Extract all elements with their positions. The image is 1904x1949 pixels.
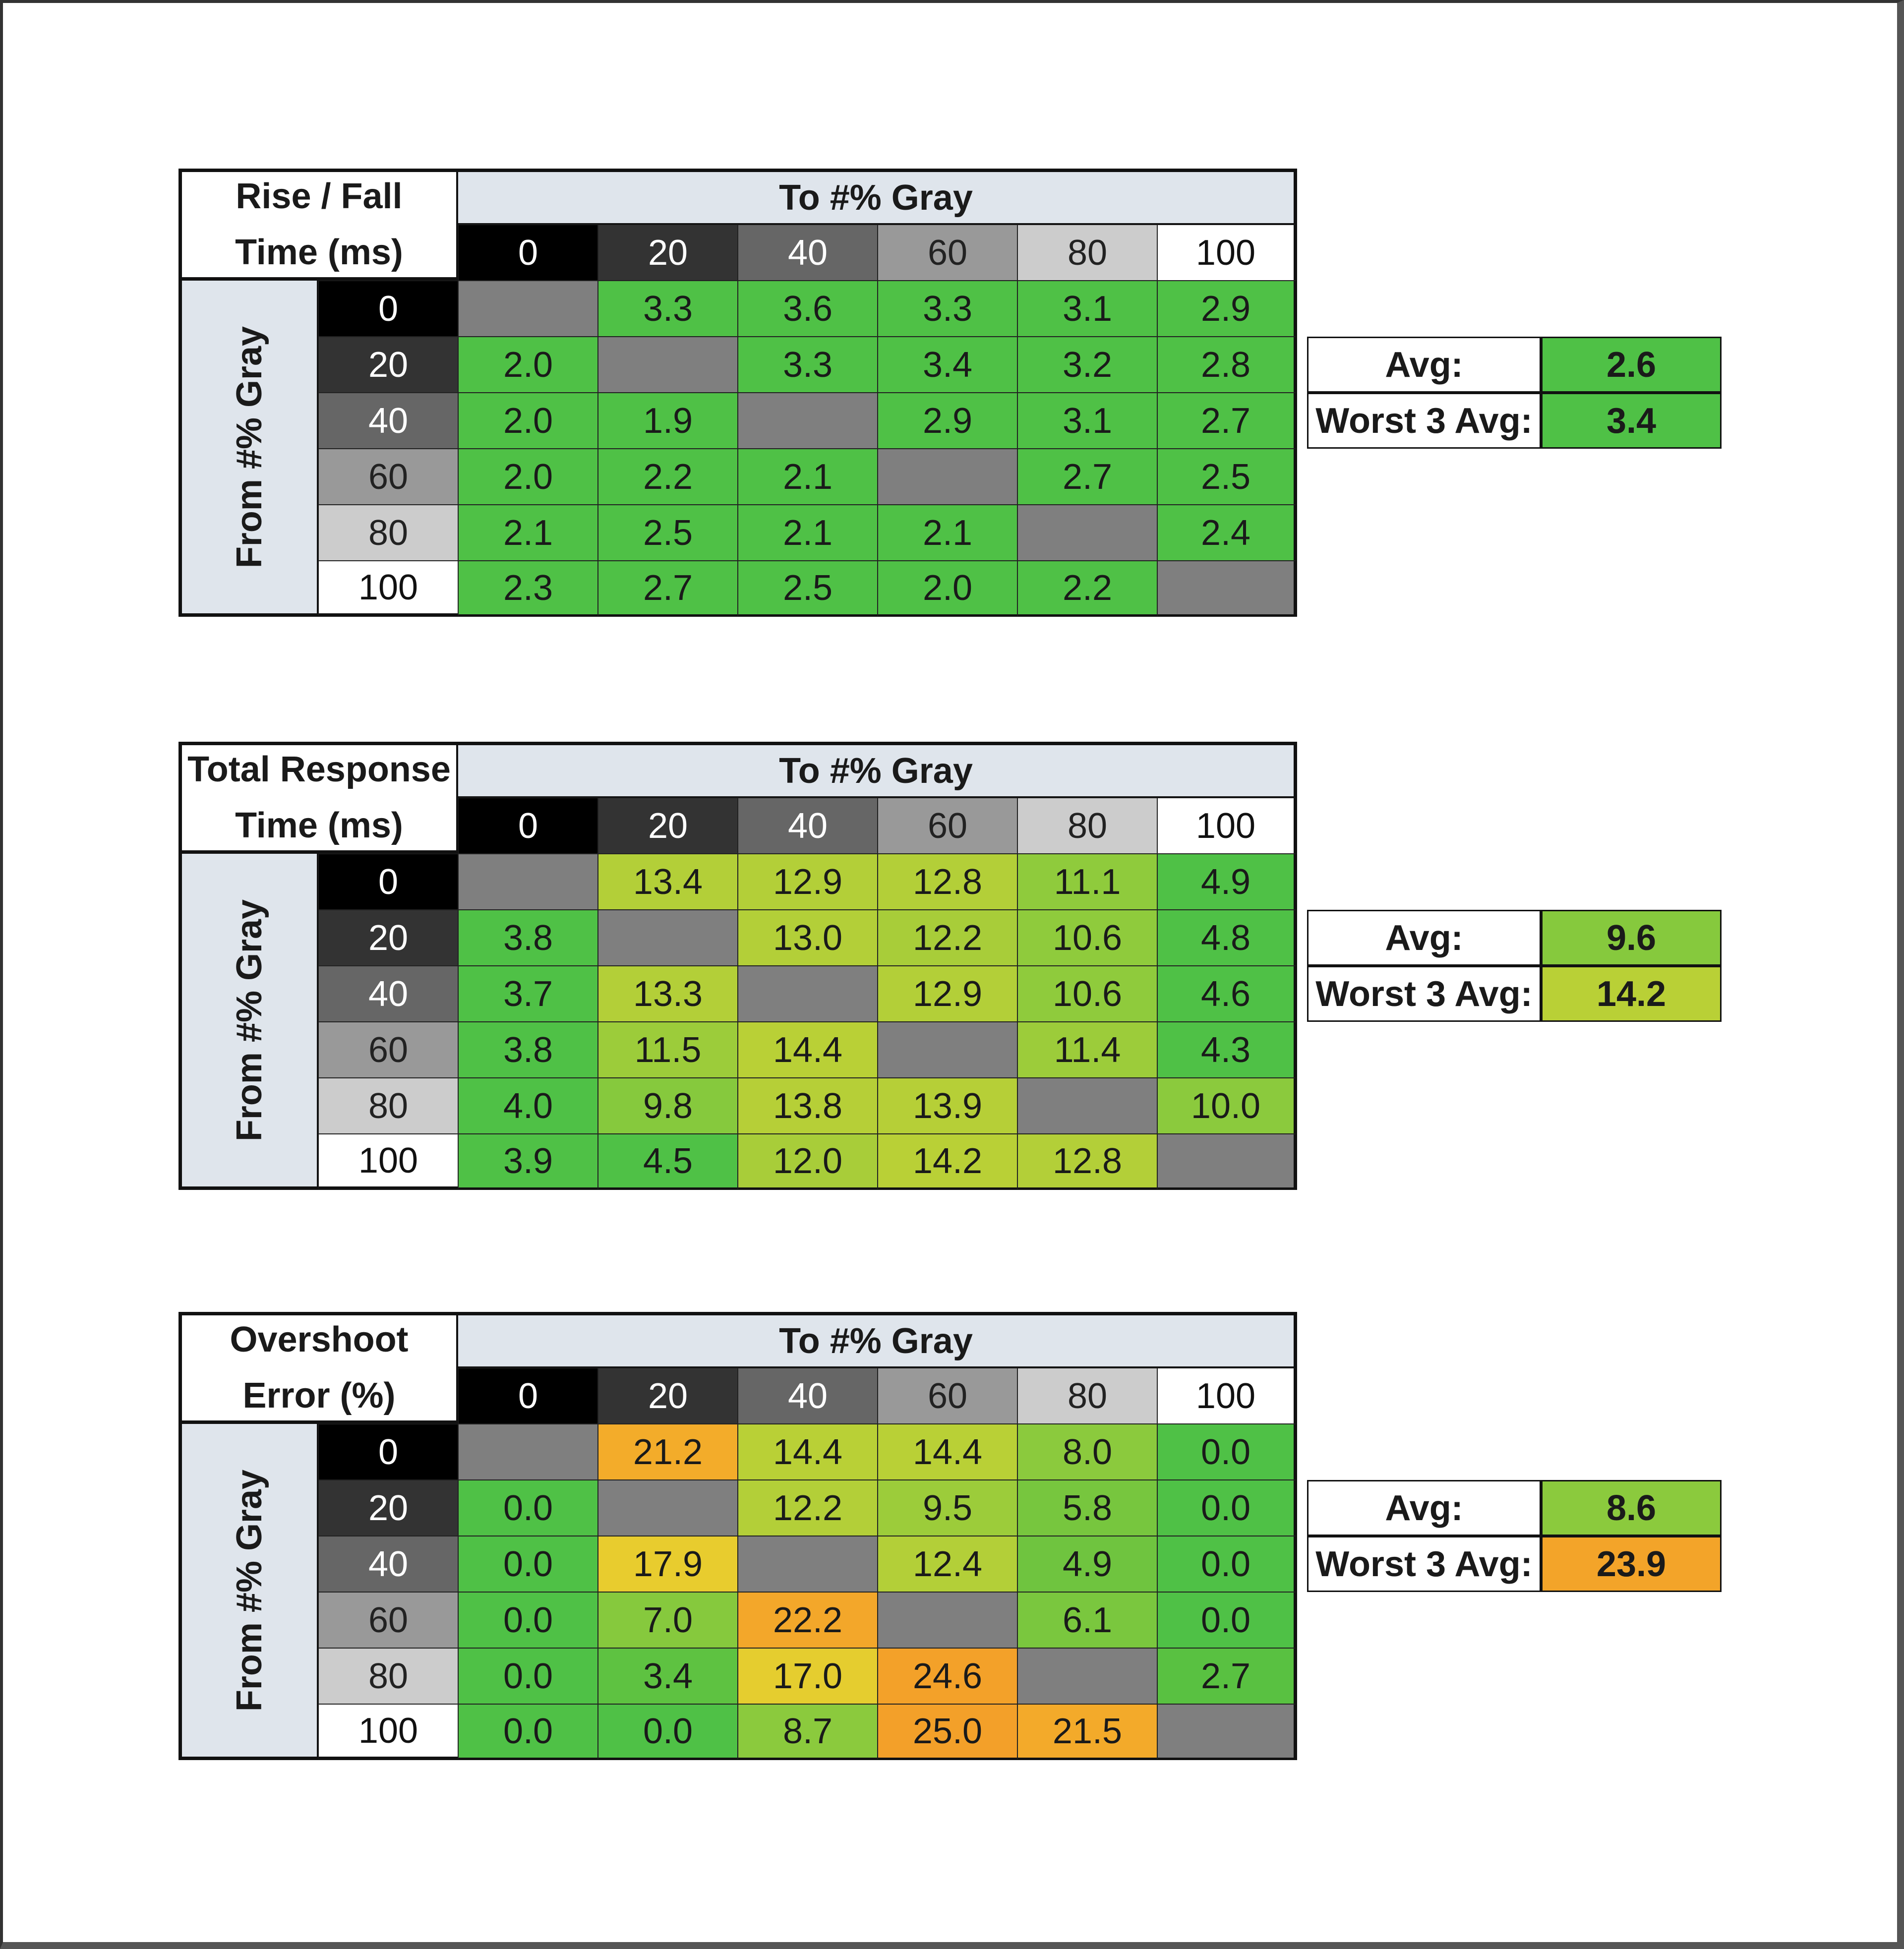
- data-cell: 3.1: [1017, 281, 1157, 337]
- data-cell: 2.4: [1157, 505, 1297, 561]
- diagonal-cell: [1157, 1134, 1297, 1190]
- data-cell: 17.9: [598, 1536, 738, 1592]
- row-header: 40: [318, 393, 458, 449]
- diagonal-cell: [458, 854, 598, 910]
- data-cell: 3.7: [458, 966, 598, 1022]
- data-cell: 3.3: [878, 281, 1017, 337]
- data-cell: 8.7: [738, 1704, 878, 1760]
- worst3-avg-label: Worst 3 Avg:: [1307, 1536, 1541, 1592]
- diagonal-cell: [878, 1022, 1017, 1078]
- data-cell: 12.9: [738, 854, 878, 910]
- data-cell: 2.1: [458, 505, 598, 561]
- column-header: 0: [458, 1368, 598, 1424]
- data-cell: 0.0: [598, 1704, 738, 1760]
- data-cell: 12.9: [878, 966, 1017, 1022]
- data-cell: 13.0: [738, 910, 878, 966]
- diagonal-cell: [878, 1592, 1017, 1648]
- diagonal-cell: [738, 1536, 878, 1592]
- data-cell: 2.1: [738, 449, 878, 505]
- data-cell: 0.0: [1157, 1480, 1297, 1536]
- to-gray-label: To #% Gray: [779, 1321, 973, 1361]
- data-cell: 5.8: [1017, 1480, 1157, 1536]
- column-header: 80: [1017, 225, 1157, 281]
- diagonal-cell: [598, 1480, 738, 1536]
- row-header: 80: [318, 1648, 458, 1704]
- table-title-line: Time (ms): [235, 806, 403, 845]
- data-cell: 2.9: [1157, 281, 1297, 337]
- data-cell: 3.3: [598, 281, 738, 337]
- data-cell: 1.9: [598, 393, 738, 449]
- row-header: 40: [318, 1536, 458, 1592]
- row-header: 0: [318, 1424, 458, 1480]
- data-cell: 2.0: [878, 561, 1017, 617]
- worst3-avg-label: Worst 3 Avg:: [1307, 966, 1541, 1022]
- data-cell: 13.9: [878, 1078, 1017, 1134]
- from-gray-label: From #% Gray: [230, 326, 269, 568]
- column-header: 20: [598, 225, 738, 281]
- table-title: [178, 169, 458, 281]
- data-cell: 3.9: [458, 1134, 598, 1190]
- column-header: 80: [1017, 1368, 1157, 1424]
- data-cell: 3.2: [1017, 337, 1157, 393]
- data-cell: 2.2: [598, 449, 738, 505]
- data-cell: 3.4: [598, 1648, 738, 1704]
- data-cell: 3.4: [878, 337, 1017, 393]
- to-gray-header: [458, 1312, 1297, 1368]
- table-1: [178, 169, 1720, 617]
- worst3-avg-value: 3.4: [1541, 393, 1722, 449]
- table-title-line: Rise / Fall: [236, 177, 403, 216]
- row-header: 80: [318, 505, 458, 561]
- data-cell: 0.0: [1157, 1592, 1297, 1648]
- diagonal-cell: [1157, 561, 1297, 617]
- data-cell: 6.1: [1017, 1592, 1157, 1648]
- data-cell: 3.8: [458, 1022, 598, 1078]
- data-cell: 4.9: [1157, 854, 1297, 910]
- data-cell: 2.0: [458, 449, 598, 505]
- from-gray-header: [178, 854, 318, 1190]
- data-cell: 0.0: [458, 1648, 598, 1704]
- from-gray-label: From #% Gray: [230, 1469, 269, 1712]
- data-cell: 0.0: [458, 1592, 598, 1648]
- data-cell: 13.3: [598, 966, 738, 1022]
- diagonal-cell: [1017, 1648, 1157, 1704]
- avg-value: 8.6: [1541, 1480, 1722, 1536]
- row-header: 60: [318, 1592, 458, 1648]
- row-header: 0: [318, 281, 458, 337]
- table-title: [178, 742, 458, 854]
- avg-value: 2.6: [1541, 337, 1722, 393]
- diagonal-cell: [458, 1424, 598, 1480]
- data-cell: 2.7: [1017, 449, 1157, 505]
- table-title-line: Overshoot: [230, 1320, 409, 1359]
- avg-label: Avg:: [1307, 1480, 1541, 1536]
- data-cell: 14.4: [878, 1424, 1017, 1480]
- worst3-avg-value: 14.2: [1541, 966, 1722, 1022]
- column-header: 100: [1157, 225, 1297, 281]
- to-gray-label: To #% Gray: [779, 177, 973, 218]
- data-cell: 0.0: [458, 1536, 598, 1592]
- data-cell: 0.0: [458, 1480, 598, 1536]
- data-cell: 12.2: [878, 910, 1017, 966]
- column-header: 40: [738, 798, 878, 854]
- data-cell: 14.2: [878, 1134, 1017, 1190]
- data-cell: 2.7: [598, 561, 738, 617]
- to-gray-header: [458, 742, 1297, 798]
- data-cell: 11.5: [598, 1022, 738, 1078]
- from-gray-header: [178, 281, 318, 617]
- data-cell: 0.0: [1157, 1536, 1297, 1592]
- diagonal-cell: [1017, 1078, 1157, 1134]
- data-cell: 2.7: [1157, 1648, 1297, 1704]
- data-cell: 4.0: [458, 1078, 598, 1134]
- row-header: 100: [318, 1704, 458, 1760]
- to-gray-label: To #% Gray: [779, 751, 973, 791]
- column-header: 20: [598, 1368, 738, 1424]
- data-cell: 2.0: [458, 337, 598, 393]
- data-cell: 12.0: [738, 1134, 878, 1190]
- data-cell: 3.3: [738, 337, 878, 393]
- data-cell: 9.8: [598, 1078, 738, 1134]
- diagonal-cell: [878, 449, 1017, 505]
- data-cell: 4.8: [1157, 910, 1297, 966]
- table-title-line: Time (ms): [235, 233, 403, 272]
- to-gray-header: [458, 169, 1297, 225]
- avg-value: 9.6: [1541, 910, 1722, 966]
- data-cell: 12.2: [738, 1480, 878, 1536]
- column-header: 60: [878, 798, 1017, 854]
- worst3-avg-label: Worst 3 Avg:: [1307, 393, 1541, 449]
- data-cell: 4.5: [598, 1134, 738, 1190]
- column-header: 0: [458, 225, 598, 281]
- column-header: 40: [738, 1368, 878, 1424]
- column-header: 80: [1017, 798, 1157, 854]
- column-header: 20: [598, 798, 738, 854]
- data-cell: 13.8: [738, 1078, 878, 1134]
- row-header: 60: [318, 449, 458, 505]
- worst3-avg-value: 23.9: [1541, 1536, 1722, 1592]
- table-3: [178, 1312, 1720, 1760]
- diagonal-cell: [458, 281, 598, 337]
- row-header: 60: [318, 1022, 458, 1078]
- data-cell: 12.8: [878, 854, 1017, 910]
- data-cell: 4.9: [1017, 1536, 1157, 1592]
- row-header: 20: [318, 910, 458, 966]
- row-header: 40: [318, 966, 458, 1022]
- data-cell: 17.0: [738, 1648, 878, 1704]
- data-cell: 0.0: [458, 1704, 598, 1760]
- data-cell: 10.6: [1017, 966, 1157, 1022]
- data-cell: 2.2: [1017, 561, 1157, 617]
- data-cell: 4.3: [1157, 1022, 1297, 1078]
- avg-label: Avg:: [1307, 337, 1541, 393]
- column-header: 60: [878, 225, 1017, 281]
- data-cell: 21.5: [1017, 1704, 1157, 1760]
- data-cell: 2.0: [458, 393, 598, 449]
- from-gray-header: [178, 1424, 318, 1760]
- row-header: 0: [318, 854, 458, 910]
- diagonal-cell: [738, 966, 878, 1022]
- column-header: 100: [1157, 798, 1297, 854]
- table-title-line: Error (%): [242, 1376, 396, 1416]
- data-cell: 2.1: [738, 505, 878, 561]
- data-cell: 3.8: [458, 910, 598, 966]
- data-cell: 14.4: [738, 1424, 878, 1480]
- table-title-line: Total Response: [187, 750, 451, 789]
- diagonal-cell: [1017, 505, 1157, 561]
- data-cell: 12.8: [1017, 1134, 1157, 1190]
- data-cell: 2.7: [1157, 393, 1297, 449]
- diagonal-cell: [1157, 1704, 1297, 1760]
- row-header: 20: [318, 337, 458, 393]
- data-cell: 2.9: [878, 393, 1017, 449]
- data-cell: 4.6: [1157, 966, 1297, 1022]
- data-cell: 3.6: [738, 281, 878, 337]
- data-cell: 25.0: [878, 1704, 1017, 1760]
- data-cell: 11.4: [1017, 1022, 1157, 1078]
- data-cell: 2.5: [738, 561, 878, 617]
- data-cell: 11.1: [1017, 854, 1157, 910]
- table-title: [178, 1312, 458, 1424]
- diagonal-cell: [598, 910, 738, 966]
- data-cell: 2.8: [1157, 337, 1297, 393]
- row-header: 80: [318, 1078, 458, 1134]
- data-cell: 0.0: [1157, 1424, 1297, 1480]
- column-header: 60: [878, 1368, 1017, 1424]
- data-cell: 7.0: [598, 1592, 738, 1648]
- column-header: 40: [738, 225, 878, 281]
- table-2: [178, 742, 1720, 1190]
- data-cell: 12.4: [878, 1536, 1017, 1592]
- row-header: 100: [318, 561, 458, 617]
- data-cell: 2.1: [878, 505, 1017, 561]
- data-cell: 21.2: [598, 1424, 738, 1480]
- column-header: 100: [1157, 1368, 1297, 1424]
- data-cell: 9.5: [878, 1480, 1017, 1536]
- data-cell: 13.4: [598, 854, 738, 910]
- data-cell: 2.5: [598, 505, 738, 561]
- from-gray-label: From #% Gray: [230, 899, 269, 1141]
- data-cell: 8.0: [1017, 1424, 1157, 1480]
- diagonal-cell: [738, 393, 878, 449]
- diagonal-cell: [598, 337, 738, 393]
- row-header: 20: [318, 1480, 458, 1536]
- data-cell: 10.0: [1157, 1078, 1297, 1134]
- data-cell: 22.2: [738, 1592, 878, 1648]
- data-cell: 3.1: [1017, 393, 1157, 449]
- row-header: 100: [318, 1134, 458, 1190]
- avg-label: Avg:: [1307, 910, 1541, 966]
- data-cell: 10.6: [1017, 910, 1157, 966]
- data-cell: 2.5: [1157, 449, 1297, 505]
- data-cell: 24.6: [878, 1648, 1017, 1704]
- data-cell: 2.3: [458, 561, 598, 617]
- data-cell: 14.4: [738, 1022, 878, 1078]
- column-header: 0: [458, 798, 598, 854]
